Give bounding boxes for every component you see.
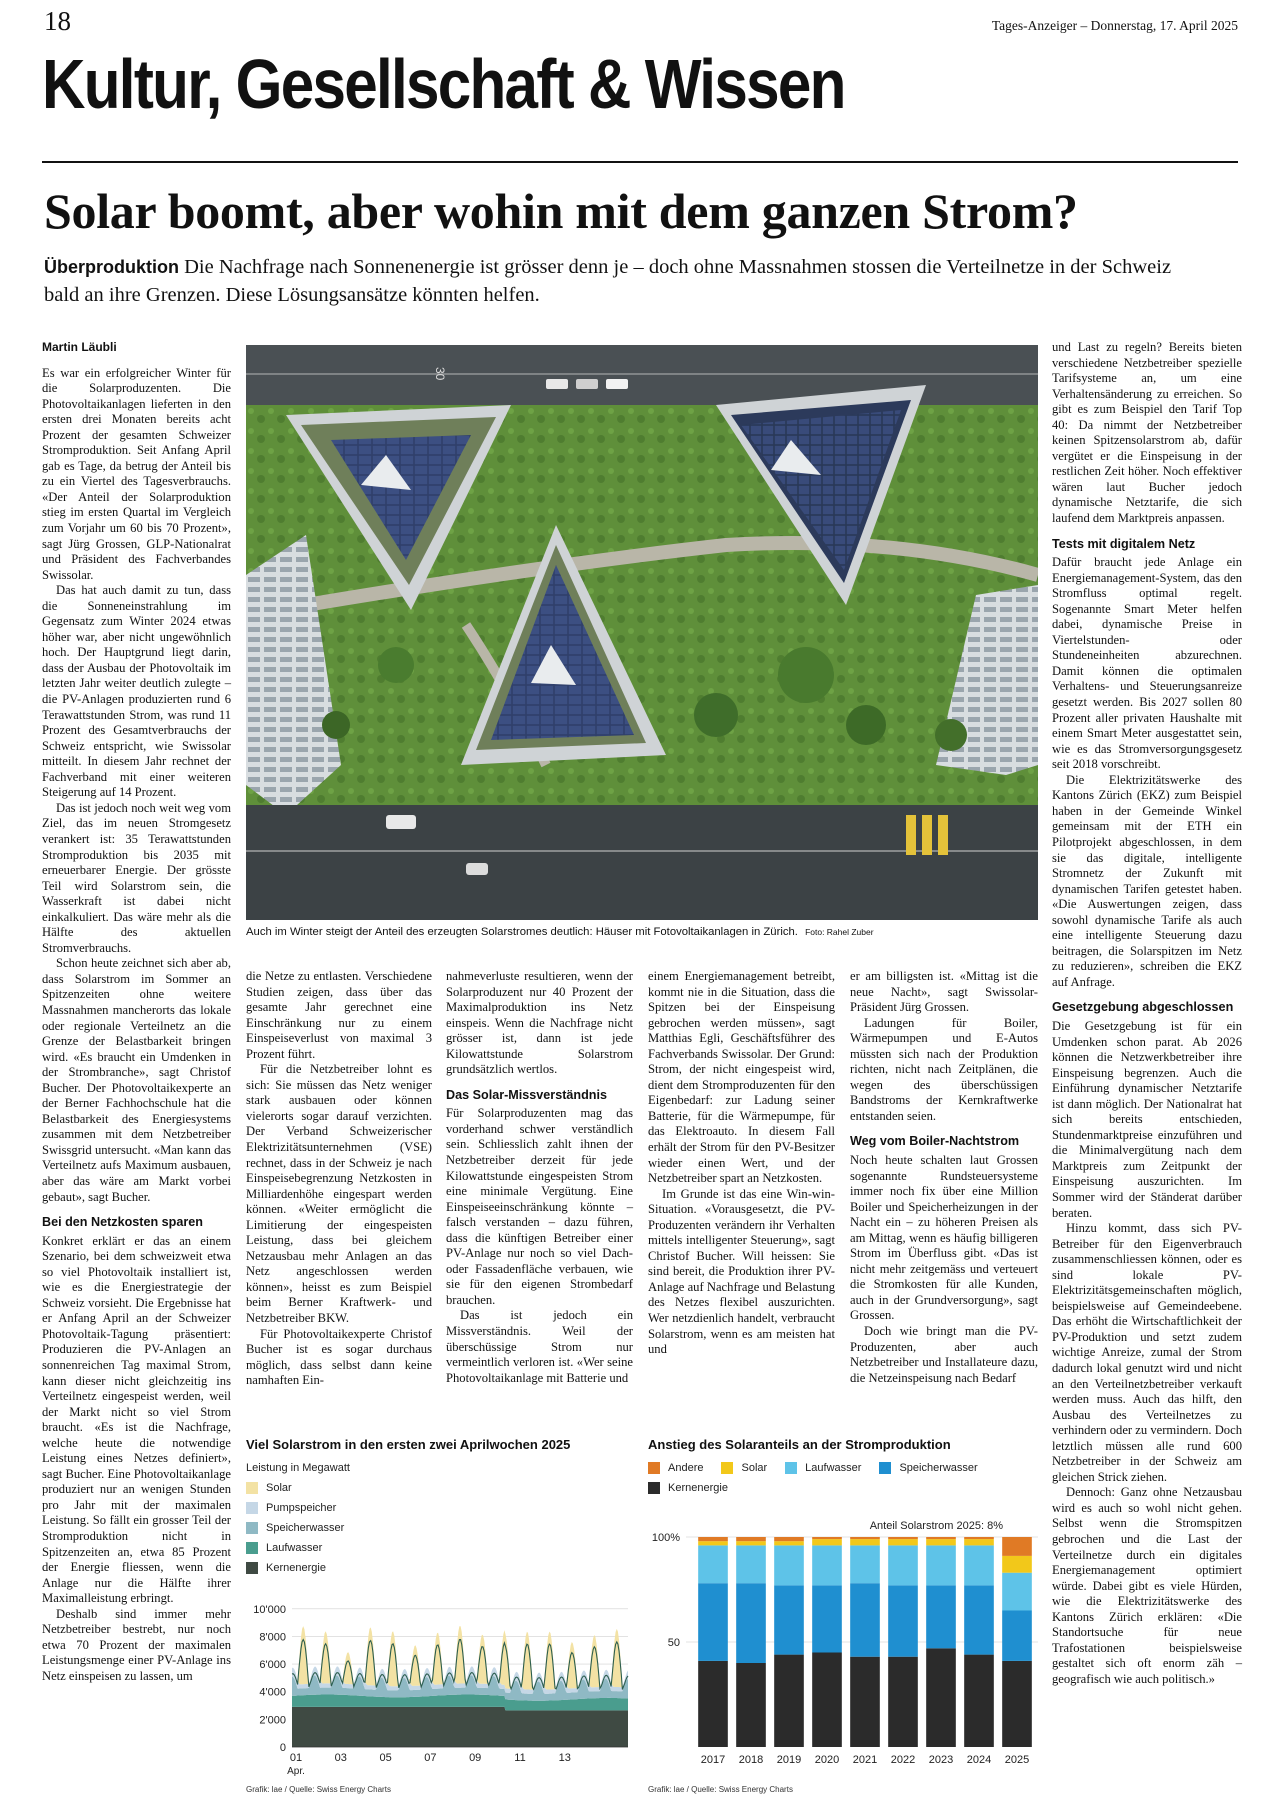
bar-segment-solar (964, 1539, 994, 1545)
legend-label: Speicherwasser (899, 1462, 978, 1474)
legend-item-kernenergie (246, 1558, 638, 1578)
paragraph: Das hat auch damit zu tun, dass die Sonneneinstrahlung im Gegensatz zum Winter 2024 etwas höher war, aber nicht ungewöhnlich hoch. Der Hauptgrund liegt darin, dass der Ausbau der Photovoltaik im letzten Jahr weiter deutlich zulegte – die PV-Anlagen produzierten rund 6 Terawattstunden Strom, was rund 11 Prozent des Gesamtverbrauchs der Schweiz entspricht, wie Swissolar mitteilt. In diesem Jahr rechnet der Fachverband mit einer weiteren Steigerung auf 14 Prozent. (42, 583, 231, 800)
paragraph: Schon heute zeichnet sich aber ab, dass Solarstrom im Sommer an Spitzenzeiten ohne weitere Massnahmen mancherorts das lokale oder regionale Verteilnetz an die Grenze der Belastbarkeit bringen wird. «Es braucht ein Umdenken in der Strombranche», sagt Christof Bucher. Der Photovoltaikexperte an der Berner Fachhochschule hat die Belastbarkeit des Energiesystems zusammen mit dem Netzbetreiber Swissgrid untersucht. «Man kann das Verteilnetz aufs Maximum ausbauen, aber das wäre am Markt vorbei gebaut», sagt Bucher. (42, 956, 231, 1204)
legend-label: Speicherwasser (266, 1522, 345, 1534)
article-headline: Solar boomt, aber wohin mit dem ganzen Strom? (44, 183, 1078, 239)
legend-label: Solar (741, 1462, 768, 1474)
y-tick-label: 2'000 (259, 1714, 286, 1727)
legend-label: Kernenergie (266, 1562, 326, 1574)
bar-segment-laufwasser (774, 1545, 804, 1585)
paragraph: Die Elektrizitätswerke des Kantons Zürich (EKZ) zum Beispiel haben in der Gemeinde Winkel gemeinsam mit der ETH ein Pilotprojekt abgeschlossen, in dem sie das digitale, intelligente Stromnetz der Zukunft mit dynamischen Tarifen getestet haben. «Die Auswertungen zeigen, dass sowohl dynamische Tarife als auch eine intelligente Steuerung dazu beitragen, die Solarspitzen im Netz zu reduzieren», schreiben die EKZ auf Anfrage. (1052, 772, 1242, 989)
x-tick-label: 03 (334, 1752, 347, 1764)
caption-text: Auch im Winter steigt der Anteil des erzeugten Solarstromes deutlich: Häuser mit Fotovoltaikanlagen in Zürich. (246, 926, 798, 938)
legend-item-speicherwasser (879, 1458, 977, 1478)
paragraph: Für die Netzbetreiber lohnt es sich: Sie müssen das Netz weniger stark ausbauen oder können vielerorts sogar darauf verzichten. Der Verband Schweizerischer Elektrizitätsunternehmen (VSE) rechnet, dass in der Schweiz je nach Einspeisebegrenzung Netzkosten in Milliardenhöhe eingespart werden können. «Weiter ermöglicht die Limitierung der eingespeisten Leistung, dass bei gleichem Netzausbau mehr Anlagen an das Netz angeschlossen werden können», heisst es zum Beispiel beim Berner Kraftwerk- und Netzbetreiber BKW. (246, 1062, 432, 1326)
legend-label: Laufwasser (805, 1462, 862, 1474)
bar-segment-laufwasser (926, 1545, 956, 1585)
lead-text: Die Nachfrage nach Sonnenenergie ist grösser denn je – doch ohne Massnahmen stossen die Verteilnetze in der Schweiz bald an ihre Grenzen. Diese Lösungsansätze könnten helfen. (44, 256, 1172, 306)
x-axis-month: Apr. (287, 1766, 305, 1777)
x-tick-label: 2018 (738, 1754, 764, 1766)
legend-swatch (648, 1482, 660, 1494)
section-divider (42, 161, 1238, 163)
article-column-5 (850, 969, 1038, 1386)
legend-item-laufwasser (785, 1458, 861, 1478)
paragraph: und Last zu regeln? Bereits bieten verschiedene Netzbetreiber spezielle Tarifsysteme an, um eine Verhaltensänderung zu erreichen. So gibt es zum Beispiel den Tarif Top 40: Da nimmt der Netzbetreiber keinen Spitzensolarstrom ab, dafür vergütet er die Einspeisung in der restlichen Zeit höher. Noch effektiver wären laut Bucher jedoch dynamische Netztarife, die sich laufend dem Marktpreis anpassen. (1052, 340, 1242, 526)
bar-segment-andere (964, 1537, 994, 1539)
bar-segment-speicherwasser (812, 1585, 842, 1652)
legend-swatch (879, 1462, 891, 1474)
paragraph: Dennoch: Ganz ohne Netzausbau wird es auch so wohl nicht gehen. Selbst wenn die Stromspitzen gebrochen und die Last der Verteilnetze durch ein digitales Energiemanagement optimiert würde. Dabei gibt es viele Hürden, wie die Elektrizitätswerke des Kantons Zürich erklären: «Die Standortsuche für neue Trafostationen beispielsweise gestaltet sich oft enorm zäh – geografisch wie auch politisch.» (1052, 1485, 1242, 1686)
subheading: Tests mit digitalem Netz (1052, 536, 1196, 551)
masthead: Tages-Anzeiger – Donnerstag, 17. April 2025 (991, 18, 1238, 33)
bar-segment-kernenergie (774, 1655, 804, 1747)
y-tick-label: 100% (651, 1532, 680, 1544)
x-tick-label: 01 (289, 1752, 303, 1764)
x-tick-label: 2019 (776, 1754, 802, 1766)
bar-segment-andere (850, 1537, 880, 1539)
x-tick-label: 13 (558, 1752, 571, 1764)
subheading: Weg vom Boiler-Nachtstrom (850, 1134, 1020, 1149)
bar-segment-solar (698, 1541, 728, 1545)
bar-segment-andere (812, 1537, 842, 1539)
article-column-3 (446, 969, 633, 1386)
bar-segment-kernenergie (736, 1663, 766, 1747)
paragraph: Für Photovoltaikexperte Christof Bucher ist es sogar durchaus möglich, dass selbst dann keine namhaften Ein- (246, 1326, 432, 1388)
legend-swatch (246, 1502, 258, 1514)
legend-swatch (246, 1522, 258, 1534)
article-column-1 (42, 340, 231, 1684)
bar-segment-kernenergie (1002, 1661, 1032, 1747)
legend-label: Pumpspeicher (266, 1502, 337, 1514)
subheading: Das Solar-Missverständnis (446, 1087, 607, 1102)
bar-segment-laufwasser (1002, 1573, 1032, 1611)
bar-segment-andere (736, 1537, 766, 1541)
bar-segment-solar (926, 1539, 956, 1545)
paragraph: Das ist jedoch ein Missverständnis. Weil der überschüssige Strom nur vermeintlich verloren ist. «Wer seine Photovoltaikanlage mit Batterie und (446, 1308, 633, 1385)
bar-segment-laufwasser (698, 1545, 728, 1583)
subheading: Gesetzgebung abgeschlossen (1052, 1000, 1234, 1015)
bar-segment-solar (774, 1541, 804, 1545)
photo-credit: Foto: Rahel Zuber (805, 927, 874, 937)
paragraph: Im Grunde ist das eine Win-win-Situation. «Vorausgesetzt, die PV-Produzenten verändern ihr Verhalten mittels intelligenter Steuerung», sagt Christof Bucher. Will heissen: Sie sind bereit, die Produktion ihrer PV-Anlage auf Nachfrage und Belastung des Netzes flexibel auszurichten. Wer netzdienlich handelt, verbraucht Solarstrom, wenn es am meisten hat und (648, 1186, 835, 1357)
bar-segment-speicherwasser (774, 1585, 804, 1654)
bar-segment-andere (698, 1537, 728, 1541)
legend-swatch (785, 1462, 797, 1474)
bar-segment-kernenergie (926, 1648, 956, 1747)
bar-segment-solar (850, 1539, 880, 1545)
article-column-2 (246, 969, 432, 1389)
aerial-photo-illustration (246, 345, 1038, 920)
y-tick-label: 6'000 (259, 1659, 286, 1672)
legend-swatch (246, 1562, 258, 1574)
bar-segment-andere (926, 1537, 956, 1539)
paragraph: nahmeverluste resultieren, wenn der Solarproduzent nur 40 Prozent der Maximalproduktion ins Netz einspeis. Wenn die Nachfrage nicht grösser ist, dann ist jede Kilowattstunde Solarstrom grundsätzlich wertlos. (446, 969, 633, 1077)
bar-segment-kernenergie (888, 1657, 918, 1747)
paragraph: Konkret erklärt er das an einem Szenario, bei dem schweizweit etwa so viel Photovoltaik installiert ist, wie es die Energiestrategie der Schweiz vorsieht. Die Ergebnisse hat er Anfang April an der Schweizer Photovoltaik-Tagung präsentiert: Produzieren die PV-Anlagen an sonnenreichen Tag maximal Strom, kann dieser nicht gleichzeitig ins Verteilnetz eingespeist werden, weil der Markt nicht so viel Strom braucht. «Es ist die Nachfrage, welche heute die notwendige Leistung eines Netzes definiert», sagt Bucher. Eine Photovoltaikanlage produziert nur an wenigen Stunden pro Jahr mit der maximalen Leistung. So fällt ein grosser Teil der Stromproduktion nicht in Spitzenzeiten an, etwa 85 Prozent der Energie fliessen, wenn die Anlage nur die Hälfte ihrer Maximalleistung erbringt. (42, 1233, 231, 1606)
bar-segment-solar (888, 1539, 918, 1545)
area-kernenergie (292, 1707, 628, 1747)
x-tick-label: 2025 (1004, 1754, 1030, 1766)
bar-segment-kernenergie (964, 1655, 994, 1747)
paragraph: Das ist jedoch noch weit weg vom Ziel, das im neuen Stromgesetz verankert ist: 35 Terawattstunden Stromproduktion bis 2035 mit erneuerbarer Energie. Der grösste Teil wird Solarstrom sein, die Wasserkraft ist dabei nicht einkalkuliert. Das wäre mehr als die Hälfte des aktuellen Stromverbrauchs. (42, 800, 231, 955)
bar-segment-solar (812, 1539, 842, 1545)
chart-ylabel: Leistung in Megawatt (246, 1462, 350, 1474)
bar-segment-speicherwasser (964, 1585, 994, 1654)
paragraph: einem Energiemanagement betreibt, kommt nie in die Situation, dass die Spitzen bei der Einspeisung gebrochen werden müssen», sagt Matthias Egli, Geschäftsführer des Fachverbands Swissolar. Der Grund: Strom, der nicht eingespeist wird, dient dem Stromproduzenten für den Eigenbedarf: zur Ladung seiner Batterie, für die Wärmepumpe, für das Elektroauto. In diesem Fall erhält der Strom für den PV-Besitzer wieder einen Wert, und der Netzbetreiber spart an Netzkosten. (648, 969, 835, 1186)
legend-item-pumpspeicher (246, 1498, 638, 1518)
paragraph: Es war ein erfolgreicher Winter für die Solarproduzenten. Die Photovoltaikanlagen lieferten in den ersten drei Monaten bereits acht Prozent der gesamten Schweizer Stromproduktion. Seit Anfang April gab es Tage, da betrug der Anteil bis zu ein Viertel des Tagesverbrauchs. «Der Anteil der Solarproduktion stieg im ersten Quartal im Vergleich zum Vorjahr um 60 bis 70 Prozent», sagt Jürg Grossen, GLP-Nationalrat und Präsident des Fachverbandes Swissolar. (42, 365, 231, 582)
bar-segment-speicherwasser (1002, 1611, 1032, 1661)
bar-segment-speicherwasser (698, 1583, 728, 1661)
x-tick-label: 07 (424, 1752, 437, 1764)
bar-segment-solar (1002, 1556, 1032, 1573)
y-tick-label: 10'000 (253, 1603, 286, 1616)
x-tick-label: 2020 (814, 1754, 840, 1766)
y-tick-label: 50 (667, 1637, 680, 1649)
power-output-chart (246, 1437, 638, 1797)
bar-segment-kernenergie (850, 1657, 880, 1747)
x-tick-label: 05 (379, 1752, 392, 1764)
paragraph: Für Solarproduzenten mag das vorderhand schwer verständlich sein. Schliesslich zahlt ihnen der Netzbetreiber derzeit für jede Kilowattstunde eingespeisten Strom eine minimale Vergütung. Eine Einspeiseeinschränkung könnte – falsch verstanden – dazu führen, dass die künftigen Betreiber einer PV-Anlage nur noch so viel Dach- oder Fassadenfläche verbauen, wie sie für den eigenen Strombedarf brauchen. (446, 1106, 633, 1307)
y-tick-label: 0 (279, 1742, 286, 1754)
bar-segment-laufwasser (850, 1545, 880, 1583)
x-tick-label: 11 (514, 1752, 526, 1764)
bar-segment-kernenergie (812, 1653, 842, 1748)
chart-title: Viel Solarstrom in den ersten zwei Aprilwochen 2025 (246, 1437, 571, 1452)
bar-segment-speicherwasser (926, 1585, 956, 1648)
paragraph: Doch wie bringt man die PV-Produzenten, aber auch Netzbetreiber und Installateure dazu, die Netzeinspeisung nach Bedarf (850, 1324, 1038, 1385)
legend-label: Andere (668, 1462, 704, 1474)
x-tick-label: 2024 (966, 1754, 992, 1766)
bar-segment-solar (736, 1541, 766, 1545)
chart-source: Grafik: lae / Quelle: Swiss Energy Charts (648, 1785, 793, 1794)
legend-swatch (721, 1462, 733, 1474)
paragraph: er am billigsten ist. «Mittag ist die neue Nacht», sagt Swissolar-Präsident Jürg Grossen. (850, 969, 1038, 1015)
legend-swatch (246, 1542, 258, 1554)
bar-segment-laufwasser (888, 1545, 918, 1585)
x-tick-label: 2022 (890, 1754, 916, 1766)
paragraph: Deshalb sind immer mehr Netzbetreiber bestrebt, nur noch etwa 70 Prozent der maximalen Leistungsmenge einer PV-Anlage ins Netz einspeisen zu lassen, um (42, 1606, 231, 1683)
bar-segment-laufwasser (736, 1545, 766, 1583)
chart-legend (648, 1458, 1008, 1498)
article-column-4 (648, 969, 835, 1358)
area-chart-plot (246, 1587, 638, 1777)
paragraph: Ladungen für Boiler, Wärmepumpen und E-Autos müssten sich nach der Produktion richten, nicht nach Zeitplänen, die wegen des überschüssigen Bandstroms der Kernkraftwerke entstanden seien. (850, 1015, 1038, 1123)
bar-segment-andere (1002, 1537, 1032, 1556)
bar-segment-andere (774, 1537, 804, 1541)
bar-segment-speicherwasser (850, 1583, 880, 1657)
chart-source: Grafik: lae / Quelle: Swiss Energy Charts (246, 1785, 391, 1794)
legend-item-kernenergie (648, 1478, 728, 1498)
bar-segment-speicherwasser (736, 1583, 766, 1663)
street-number-label: 30 (433, 367, 447, 381)
paragraph: Die Gesetzgebung ist für ein Umdenken schon parat. Ab 2026 können die Netzwerkbetreiber ihre Einspeisung begrenzen. Auch die Einführung dynamischer Netztarife ist dann möglich. Der Nationalrat hat sich bereits entschieden, Stundenmarktpreise einzuführen und die Minimalvergütung nach dem Marktpreis zum Zeitpunkt der Einspeisung auszurichten. Im Sommer wird der Ständerat darüber beraten. (1052, 1018, 1242, 1220)
y-tick-label: 8'000 (259, 1631, 286, 1644)
section-title: Kultur, Gesellschaft & Wissen (42, 45, 845, 123)
bar-segment-laufwasser (964, 1545, 994, 1585)
legend-item-laufwasser (246, 1538, 638, 1558)
legend-item-solar (246, 1478, 638, 1498)
legend-item-solar (721, 1458, 767, 1478)
article-kicker: Überproduktion (44, 257, 179, 277)
article-lead (44, 253, 1194, 309)
chart-annotation: Anteil Solarstrom 2025: 8% (869, 1520, 1003, 1532)
legend-label: Laufwasser (266, 1542, 323, 1554)
author-byline: Martin Läubli (42, 340, 117, 354)
bar-segment-speicherwasser (888, 1585, 918, 1656)
paragraph: Noch heute schalten laut Grossen sogenannte Rundsteuersysteme immer noch fix über eine Million Boiler und Speicherheizungen in der Nacht ein – zu höheren Preisen als am Mittag, wenn es häufig billigeren Strom im Überfluss gibt. «Das ist nicht mehr zeitgemäss und verteuert die Stromkosten für alle Kunden, auch in der Grundversorgung», sagt Grossen. (850, 1153, 1038, 1323)
bar-segment-andere (888, 1537, 918, 1539)
legend-item-speicherwasser (246, 1518, 638, 1538)
legend-item-andere (648, 1458, 703, 1478)
legend-swatch (648, 1462, 660, 1474)
page-number: 18 (44, 6, 71, 36)
solar-share-chart (648, 1437, 1040, 1797)
x-tick-label: 09 (469, 1752, 482, 1764)
legend-swatch (246, 1482, 258, 1494)
y-tick-label: 4'000 (259, 1686, 286, 1699)
rooftop-solar-photo (246, 345, 1038, 920)
chart-title: Anstieg des Solaranteils an der Stromproduktion (648, 1437, 951, 1452)
bar-segment-laufwasser (812, 1545, 842, 1585)
legend-label: Kernenergie (668, 1482, 728, 1494)
paragraph: Hinzu kommt, dass sich PV-Betreiber für den Eigenverbrauch zusammenschliessen können, oder es sind lokale PV-Elektrizitätsgemeinschaften möglich, beispielsweise auf Gemeindeebene. Das erhöht die Wirtschaftlichkeit der PV-Produktion und setzt zudem wichtige Anreize, zumal der Strom dadurch lokal genutzt wird und nicht an den Verteilnetzbetreiber verkauft werden muss. Auch das hilft, den Ausbau des Verteilnetzes zu verhindern oder zu vermindern. Doch letztlich müssen alle rund 600 Netzbetreiber in der Schweiz am gleichen Strick ziehen. (1052, 1221, 1242, 1484)
x-tick-label: 2017 (700, 1754, 726, 1766)
chart-legend (246, 1478, 638, 1578)
photo-caption (246, 926, 1038, 938)
legend-label: Solar (266, 1482, 292, 1494)
paragraph: Dafür braucht jede Anlage ein Energiemanagement-System, das den Stromfluss optimal regelt. Sogenannte Smart Meter helfen dabei, dynamische Preise in Viertelstunden- oder Stundeneinheiten abzurechnen. Damit können die optimalen Verhaltens- und Steuerungsanreize gesetzt werden. Bis 2027 sollen 80 Prozent aller privaten Haushalte mit einem Smart Meter ausgestattet sein, wie es das Stromversorgungsgesetz seit 2018 vorschreibt. (1052, 555, 1242, 772)
bar-segment-kernenergie (698, 1661, 728, 1747)
paragraph: die Netze zu entlasten. Verschiedene Studien zeigen, dass über das gesamte Jahr gerechnet eine Einschränkung nur zu einem Einspeiseverlust von maximal 3 Prozent führt. (246, 969, 432, 1061)
x-tick-label: 2023 (928, 1754, 954, 1766)
bar-chart-plot (648, 1519, 1040, 1781)
x-tick-label: 2021 (852, 1754, 878, 1766)
article-column-6 (1052, 340, 1242, 1687)
subheading: Bei den Netzkosten sparen (42, 1215, 203, 1230)
